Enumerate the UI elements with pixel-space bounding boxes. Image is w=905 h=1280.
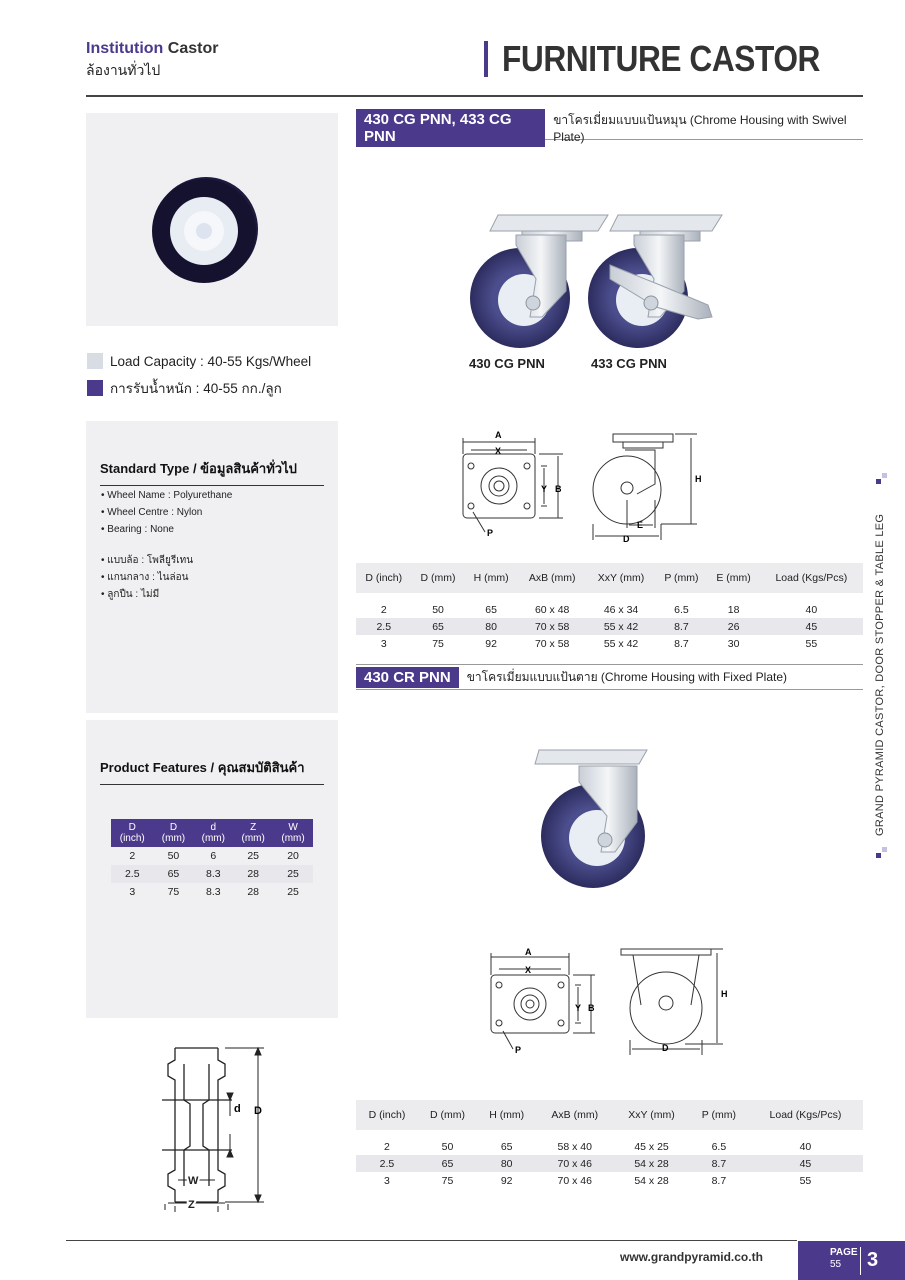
table-header-row <box>356 563 863 593</box>
table-cell: 2 <box>384 1140 390 1153</box>
table-cell: 45 <box>760 618 863 635</box>
table-row <box>356 1172 863 1189</box>
table-cell: 80 <box>465 618 518 635</box>
footer-url[interactable]: www.grandpyramid.co.th <box>620 1250 763 1264</box>
table-cell: 54 x 28 <box>634 1174 669 1187</box>
dim-label-D: D <box>662 1043 669 1053</box>
table-cell: 30 <box>727 637 740 650</box>
table-header: D (mm) <box>412 563 465 593</box>
table-cell: 18 <box>727 603 740 616</box>
dim-label-A: A <box>495 430 502 440</box>
table-header: AxB (mm) <box>518 563 587 593</box>
table-header: P (mm) <box>655 563 707 593</box>
standard-item: • แบบล้อ : โพลียูรีเทน <box>101 555 194 566</box>
standard-list-th <box>101 552 193 603</box>
table-cell: 2.5 <box>356 618 412 635</box>
dim-label-Y: Y <box>575 1003 582 1013</box>
load-capacity-en: Load Capacity : 40-55 Kgs/Wheel <box>110 353 312 369</box>
table-cell: 6 <box>210 850 217 862</box>
table-cell: 45 x 25 <box>634 1140 669 1153</box>
castor-photos-swivel <box>460 205 740 355</box>
table-cell: 8.7 <box>711 1174 727 1187</box>
model-label-430cg: 430 CG PNN <box>469 356 545 371</box>
table-cell: 2.5 <box>111 865 154 883</box>
footer-page-box <box>798 1241 905 1280</box>
table-cell: 60 x 48 <box>534 603 570 616</box>
section2-spec-table <box>356 1100 863 1189</box>
dim-label-E: E <box>637 520 644 530</box>
section1-header <box>356 110 863 145</box>
castor-photo-fixed <box>535 742 655 892</box>
table-cell: 55 <box>799 1174 812 1187</box>
wheel-section-diagram <box>140 1040 290 1220</box>
table-row <box>356 618 863 635</box>
table-header: W (mm) <box>273 819 313 847</box>
side-square-accent <box>876 853 881 858</box>
table-cell: 8.7 <box>674 637 689 650</box>
table-row <box>111 883 313 901</box>
legend-light-square <box>87 353 103 369</box>
table-cell: 2 <box>380 603 387 616</box>
table-cell: 50 <box>167 850 180 862</box>
table-row <box>356 601 863 618</box>
table-header: D (inch) <box>356 1100 418 1130</box>
header-left <box>86 40 218 82</box>
table-header: XxY (mm) <box>587 563 656 593</box>
table-row <box>111 847 313 865</box>
footer-divider <box>66 1240 797 1241</box>
dim-label-B: B <box>555 484 562 494</box>
table-header: D (mm) <box>154 819 194 847</box>
dim-label-H: H <box>721 989 728 999</box>
dim-label-A: A <box>525 947 532 957</box>
table-cell: 55 <box>805 637 818 650</box>
table-cell: 8.3 <box>193 865 233 883</box>
table-header: D (inch) <box>356 563 412 593</box>
table-cell: 40 <box>805 603 818 616</box>
table-header: D (inch) <box>111 819 154 847</box>
table-cell: 70 x 58 <box>518 618 587 635</box>
table-cell: 3 <box>380 637 387 650</box>
table-cell: 65 <box>154 865 194 883</box>
side-square-light <box>882 473 887 478</box>
table-cell: 65 <box>418 1155 477 1172</box>
table-cell: 50 <box>441 1140 454 1153</box>
table-cell: 70 x 46 <box>557 1174 592 1187</box>
table-cell: 25 <box>247 850 259 862</box>
table-cell: 45 <box>748 1155 863 1172</box>
table-header: E (mm) <box>707 563 759 593</box>
table-row <box>111 865 313 883</box>
fixed-dimension-drawing <box>485 945 730 1060</box>
side-square-accent <box>876 479 881 484</box>
section1-spec-table <box>356 563 863 652</box>
standard-item: • Wheel Name : Polyurethane <box>101 490 233 501</box>
table-row <box>356 1155 863 1172</box>
table-cell: 65 <box>412 618 465 635</box>
table-cell: 55 x 42 <box>587 618 656 635</box>
table-cell: 8.3 <box>206 886 221 898</box>
table-cell: 92 <box>485 637 497 650</box>
page-title: FURNITURE CASTOR <box>501 38 820 79</box>
dim-label-P: P <box>515 1045 522 1055</box>
wheel-photo <box>86 113 338 326</box>
table-cell: 70 x 58 <box>534 637 570 650</box>
table-cell: 65 <box>500 1140 513 1153</box>
diagram-label-W: W <box>188 1175 199 1187</box>
features-table <box>111 819 313 901</box>
standard-type-title: Standard Type / ข้อมูลสินค้าทั่วไป <box>100 458 324 486</box>
table-header: Z (mm) <box>233 819 273 847</box>
diagram-label-d: d <box>234 1103 241 1115</box>
table-cell: 20 <box>287 850 299 862</box>
category-title-rest: Castor <box>167 40 219 57</box>
dim-label-X: X <box>525 965 532 975</box>
standard-item: • Wheel Centre : Nylon <box>101 507 203 518</box>
table-header: Load (Kgs/Pcs) <box>760 563 863 593</box>
legend-load-th <box>87 377 282 399</box>
footer-box-divider <box>860 1247 861 1275</box>
table-cell: 2 <box>129 850 136 862</box>
table-cell: 28 <box>233 865 273 883</box>
standard-item: • Bearing : None <box>101 524 174 535</box>
table-cell: 25 <box>273 865 313 883</box>
dim-label-Y: Y <box>541 484 548 494</box>
product-features-title: Product Features / คุณสมบัติสินค้า <box>100 757 324 785</box>
table-cell: 80 <box>477 1155 536 1172</box>
table-cell: 92 <box>500 1174 513 1187</box>
side-square-light <box>882 847 887 852</box>
table-header-row <box>111 819 313 847</box>
dim-label-B: B <box>588 1003 595 1013</box>
category-subtitle: ล้องานทั่วไป <box>86 62 161 78</box>
category-title-accent: Institution <box>86 40 164 57</box>
table-row <box>356 1138 863 1155</box>
load-capacity-th: การรับน้ำหนัก : 40-55 กก./ลูก <box>110 381 282 396</box>
table-header: AxB (mm) <box>536 1100 613 1130</box>
section2-desc: ขาโครเมี่ยมแบบแป้นตาย (Chrome Housing with Fixed Plate) <box>466 669 788 684</box>
table-cell: 65 <box>485 603 497 616</box>
table-header-row <box>356 1100 863 1130</box>
diagram-label-D: D <box>254 1105 262 1117</box>
legend-accent-square <box>87 380 103 396</box>
table-header: Load (Kgs/Pcs) <box>748 1100 863 1130</box>
table-row <box>356 635 863 652</box>
table-cell: 28 <box>247 886 259 898</box>
section2-header <box>356 664 863 690</box>
table-cell: 58 x 40 <box>557 1140 592 1153</box>
table-cell: 54 x 28 <box>613 1155 690 1172</box>
table-cell: 26 <box>707 618 759 635</box>
table-header: H (mm) <box>465 563 518 593</box>
table-cell: 6.5 <box>674 603 689 616</box>
table-cell: 40 <box>799 1140 812 1153</box>
table-cell: 75 <box>432 637 444 650</box>
header-right <box>484 38 863 80</box>
table-cell: 6.5 <box>711 1140 727 1153</box>
page-label: PAGE <box>830 1247 858 1258</box>
diagram-label-Z: Z <box>188 1199 195 1211</box>
legend-load-en <box>87 353 311 369</box>
chapter-number: 3 <box>867 1249 879 1271</box>
header-divider <box>86 95 863 97</box>
table-cell: 8.7 <box>655 618 707 635</box>
page-number: 55 <box>830 1259 842 1270</box>
title-accent-bar <box>484 41 488 77</box>
dim-label-P: P <box>487 528 494 538</box>
section1-desc: ขาโครเมี่ยมแบบแป้นหมุน (Chrome Housing with Swivel Plate) <box>553 113 847 144</box>
section2-code: 430 CR PNN <box>356 667 459 688</box>
table-header: H (mm) <box>477 1100 536 1130</box>
model-label-433cg: 433 CG PNN <box>591 356 667 371</box>
table-cell: 2.5 <box>356 1155 418 1172</box>
table-cell: 55 x 42 <box>603 637 639 650</box>
standard-item: • แกนกลาง : ไนล่อน <box>101 572 189 583</box>
dim-label-D: D <box>623 534 630 544</box>
table-header: d (mm) <box>193 819 233 847</box>
dim-label-H: H <box>695 474 702 484</box>
swivel-dimension-drawing <box>455 428 715 548</box>
table-header: P (mm) <box>690 1100 748 1130</box>
table-cell: 70 x 46 <box>536 1155 613 1172</box>
table-header: D (mm) <box>418 1100 477 1130</box>
section1-code: 430 CG PNN, 433 CG PNN <box>356 109 545 147</box>
table-cell: 3 <box>129 886 136 898</box>
standard-item: • ลูกปืน : ไม่มี <box>101 589 160 600</box>
dim-label-X: X <box>495 446 502 456</box>
table-cell: 75 <box>167 886 180 898</box>
category-title <box>86 40 218 58</box>
table-header: XxY (mm) <box>613 1100 690 1130</box>
standard-list-en <box>101 487 232 538</box>
table-cell: 3 <box>384 1174 390 1187</box>
table-cell: 46 x 34 <box>603 603 639 616</box>
table-cell: 8.7 <box>690 1155 748 1172</box>
table-cell: 75 <box>441 1174 454 1187</box>
side-vertical-text: GRAND PYRAMID CASTOR, DOOR STOPPER & TABLE LEG <box>874 513 886 836</box>
table-cell: 25 <box>287 886 299 898</box>
table-cell: 50 <box>432 603 444 616</box>
